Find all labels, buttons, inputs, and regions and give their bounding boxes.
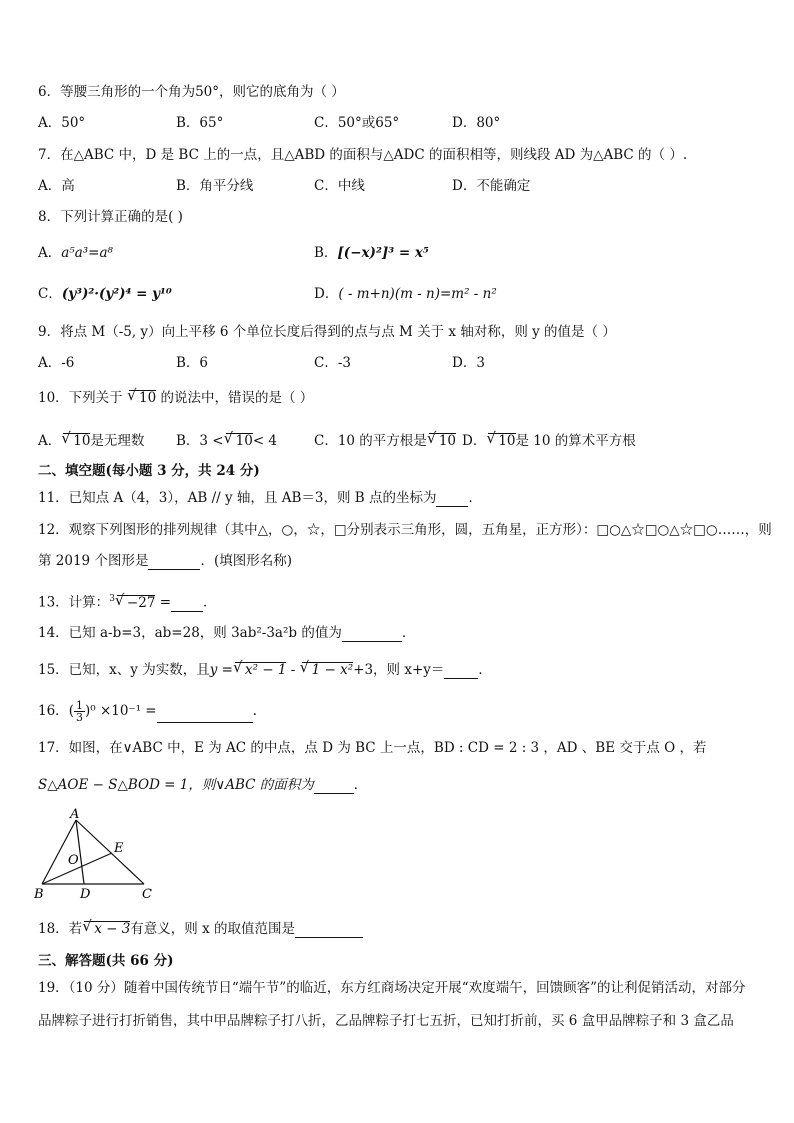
q16-denominator: 3 bbox=[75, 711, 83, 724]
label-b: B bbox=[34, 887, 44, 902]
q17-line-2 bbox=[38, 776, 367, 794]
q15-end: ． bbox=[478, 662, 492, 678]
label-c: C bbox=[142, 887, 152, 902]
q10-option-d bbox=[462, 432, 636, 450]
q17-line-1: 17．如图，在∨ABC 中，E 为 AC 的中点，点 D 为 BC 上一点，BD : CD = 2 : 3 ，AD 、BE 交于点 O ，若 bbox=[38, 740, 707, 756]
q6-option-a: A．50° bbox=[38, 115, 86, 131]
q10-option-d-text: 是 10 的算术平方根 bbox=[515, 433, 636, 449]
q15-minus: - bbox=[286, 662, 300, 678]
label-d: D bbox=[80, 887, 91, 902]
q7-option-a: A．高 bbox=[38, 178, 75, 194]
q8-option-c-math: (y³)²·(y²)⁴ = y¹⁰ bbox=[61, 286, 172, 302]
q8-option-d-label: D． bbox=[314, 286, 339, 302]
q10-stem bbox=[38, 389, 313, 407]
q10-option-b bbox=[176, 432, 277, 450]
q8-option-b bbox=[314, 244, 429, 262]
q17-answer-blank bbox=[314, 779, 354, 794]
q10-option-a-label: A． bbox=[38, 433, 62, 449]
q10-stem-suffix: 的说法中，错误的是（ ） bbox=[160, 390, 314, 406]
q13-answer-blank bbox=[171, 597, 203, 612]
q10-option-d-sqrt bbox=[488, 433, 515, 449]
q10-sqrt bbox=[129, 390, 156, 406]
q6-stem: 6．等腰三角形的一个角为50°，则它的底角为（ ） bbox=[38, 84, 345, 100]
q15 bbox=[38, 661, 492, 679]
q13-equals: = bbox=[155, 594, 172, 611]
q19-line-1: 19．（10 分）随着中国传统节日“端午节”的临近，东方红商场决定开展“欢度端午，回馈顾客”的让利促销活动，对部分 bbox=[38, 980, 746, 996]
q9-option-d: D．3 bbox=[452, 355, 485, 371]
section-2-heading: 二、填空题(每小题 3 分，共 24 分) bbox=[38, 463, 260, 479]
q8-option-b-label: B． bbox=[314, 245, 338, 261]
segment-ad bbox=[76, 820, 84, 884]
q13-root-index: 3 bbox=[109, 594, 115, 604]
q15-sqrt-2 bbox=[302, 662, 354, 678]
q16-numerator: 1 bbox=[75, 699, 83, 712]
section-3-heading: 三、解答题(共 66 分) bbox=[38, 953, 174, 969]
q7-option-b: B．角平分线 bbox=[176, 178, 254, 194]
q12-answer-blank bbox=[148, 555, 200, 570]
q16-answer-blank bbox=[157, 708, 253, 723]
q11-text: 11．已知点 A（4，3），AB // y 轴，且 AB＝3，则 B 点的坐标为 bbox=[38, 490, 437, 506]
q8-option-d-math: ( - m+n)(m - n)=m² - n² bbox=[338, 286, 497, 302]
edge-ac bbox=[76, 820, 144, 884]
q8-option-d bbox=[314, 285, 497, 303]
q10-option-a-sqrt bbox=[63, 433, 90, 449]
q12-line-2-prefix: 第 2019 个图形是 bbox=[38, 553, 149, 569]
q15-tail: +3，则 x+y＝ bbox=[353, 662, 445, 678]
q17-line-2-prefix: S△AOE − S△BOD = 1，则∨ABC 的面积为 bbox=[38, 777, 314, 793]
q14-answer-blank bbox=[342, 627, 402, 642]
q8-option-a-math: a⁵a³=a⁸ bbox=[61, 245, 113, 261]
q10-option-d-label: D． bbox=[462, 433, 487, 449]
q14-end: ． bbox=[401, 625, 416, 641]
q10-option-a-radicand: 10 bbox=[73, 433, 91, 449]
q16-end: . bbox=[252, 703, 257, 719]
q7-option-d: D．不能确定 bbox=[452, 178, 531, 194]
q16-fraction bbox=[74, 700, 85, 723]
q15-answer-blank bbox=[444, 664, 478, 679]
q8-option-a bbox=[38, 244, 113, 262]
q10-option-a-text: 是无理数 bbox=[90, 433, 145, 449]
q16-prefix: 16． bbox=[38, 703, 69, 719]
q11 bbox=[38, 489, 482, 507]
q13-radicand: −27 bbox=[126, 594, 156, 611]
label-a: A bbox=[70, 808, 80, 822]
q7-option-c: C．中线 bbox=[314, 178, 365, 194]
q15-radicand-1: x² − 1 bbox=[244, 662, 287, 678]
q8-stem: 8．下列计算正确的是( ) bbox=[38, 209, 183, 225]
q11-answer-blank bbox=[436, 492, 468, 507]
q10-option-c-radicand: 10 bbox=[438, 433, 456, 449]
q16-expression: ⁰ ×10⁻¹ = bbox=[90, 703, 157, 719]
q14-text: 14．已知 a-b=3，ab=28，则 3ab²-3a²b 的值为 bbox=[38, 625, 342, 641]
q15-sqrt-1 bbox=[235, 662, 287, 678]
q15-prefix: 15．已知，x、y 为实数，且 bbox=[38, 662, 210, 678]
q18-radicand: x − 3 bbox=[94, 921, 131, 937]
q13-cube-root bbox=[117, 595, 156, 611]
q9-option-c: C．-3 bbox=[314, 355, 351, 371]
q9-option-b: B．6 bbox=[176, 355, 209, 371]
q8-option-c bbox=[38, 285, 172, 303]
q8-option-c-label: C． bbox=[38, 286, 62, 302]
q19-line-2: 品牌粽子进行打折销售，其中甲品牌粽子打八折，乙品牌粽子打七五折，已知打折前，买 6 盒甲品牌粽子和 3 盒乙品 bbox=[38, 1013, 734, 1029]
q10-option-b-left: 3 < bbox=[199, 433, 224, 449]
q18-suffix: 有意义，则 x 的取值范围是 bbox=[130, 921, 295, 937]
q9-option-a: A．-6 bbox=[38, 355, 75, 371]
q18-prefix: 18．若 bbox=[38, 921, 83, 937]
q12-line-1: 12．观察下列图形的排列规律（其中△，○，☆，□分别表示三角形，圆，五角星，正方形）：□○△☆□○△☆□○……，则 bbox=[38, 522, 772, 538]
q18 bbox=[38, 920, 363, 938]
q12-line-2-suffix: ．(填图形名称) bbox=[200, 553, 292, 569]
triangle-figure bbox=[34, 808, 164, 902]
q11-end: ． bbox=[468, 490, 482, 506]
q12-line-2 bbox=[38, 552, 292, 570]
q8-option-b-math: [(−x)²]³ = x⁵ bbox=[337, 245, 429, 261]
q8-option-a-label: A． bbox=[38, 245, 62, 261]
q10-option-c-label: C．10 的平方根是 bbox=[314, 433, 427, 449]
q10-option-b-sqrt bbox=[226, 433, 253, 449]
q10-option-b-label: B． bbox=[176, 433, 200, 449]
q7-stem: 7．在△ABC 中，D 是 BC 上的一点，且△ABD 的面积与△ADC 的面积相等，则线段 AD 为△ABC 的（ ）. bbox=[38, 147, 688, 163]
label-e: E bbox=[114, 841, 124, 856]
q15-eq: y = bbox=[209, 662, 233, 678]
q10-option-c-sqrt bbox=[429, 433, 456, 449]
q17-line-2-end: ． bbox=[353, 777, 368, 793]
q9-stem: 9．将点 M（-5, y）向上平移 6 个单位长度后得到的点与点 M 关于 x 轴对称，则 y 的值是（ ） bbox=[38, 324, 616, 340]
edge-ab bbox=[42, 820, 76, 884]
q10-option-d-radicand: 10 bbox=[498, 433, 516, 449]
q10-option-b-radicand: 10 bbox=[235, 433, 253, 449]
q10-option-b-right: < 4 bbox=[252, 433, 278, 449]
q13-end: ． bbox=[203, 594, 217, 611]
q6-option-b: B．65° bbox=[176, 115, 224, 131]
q15-radicand-2: 1 − x² bbox=[311, 662, 354, 678]
q14 bbox=[38, 624, 415, 642]
q10-option-c bbox=[314, 432, 456, 450]
label-o: O bbox=[68, 853, 79, 868]
q18-sqrt bbox=[84, 921, 130, 937]
q10-radicand: 10 bbox=[138, 390, 157, 406]
q10-option-a bbox=[38, 432, 144, 450]
q13-prefix: 13．计算： bbox=[38, 594, 110, 611]
q18-answer-blank bbox=[295, 923, 363, 938]
q6-option-d: D．80° bbox=[452, 115, 501, 131]
q6-option-c: C．50°或65° bbox=[314, 115, 400, 131]
q13 bbox=[38, 590, 217, 612]
q16: 16．( $\frac{1}{3}$ )⁰ ×10⁻¹ = . bbox=[38, 699, 257, 724]
q10-stem-prefix: 10．下列关于 bbox=[38, 390, 123, 406]
